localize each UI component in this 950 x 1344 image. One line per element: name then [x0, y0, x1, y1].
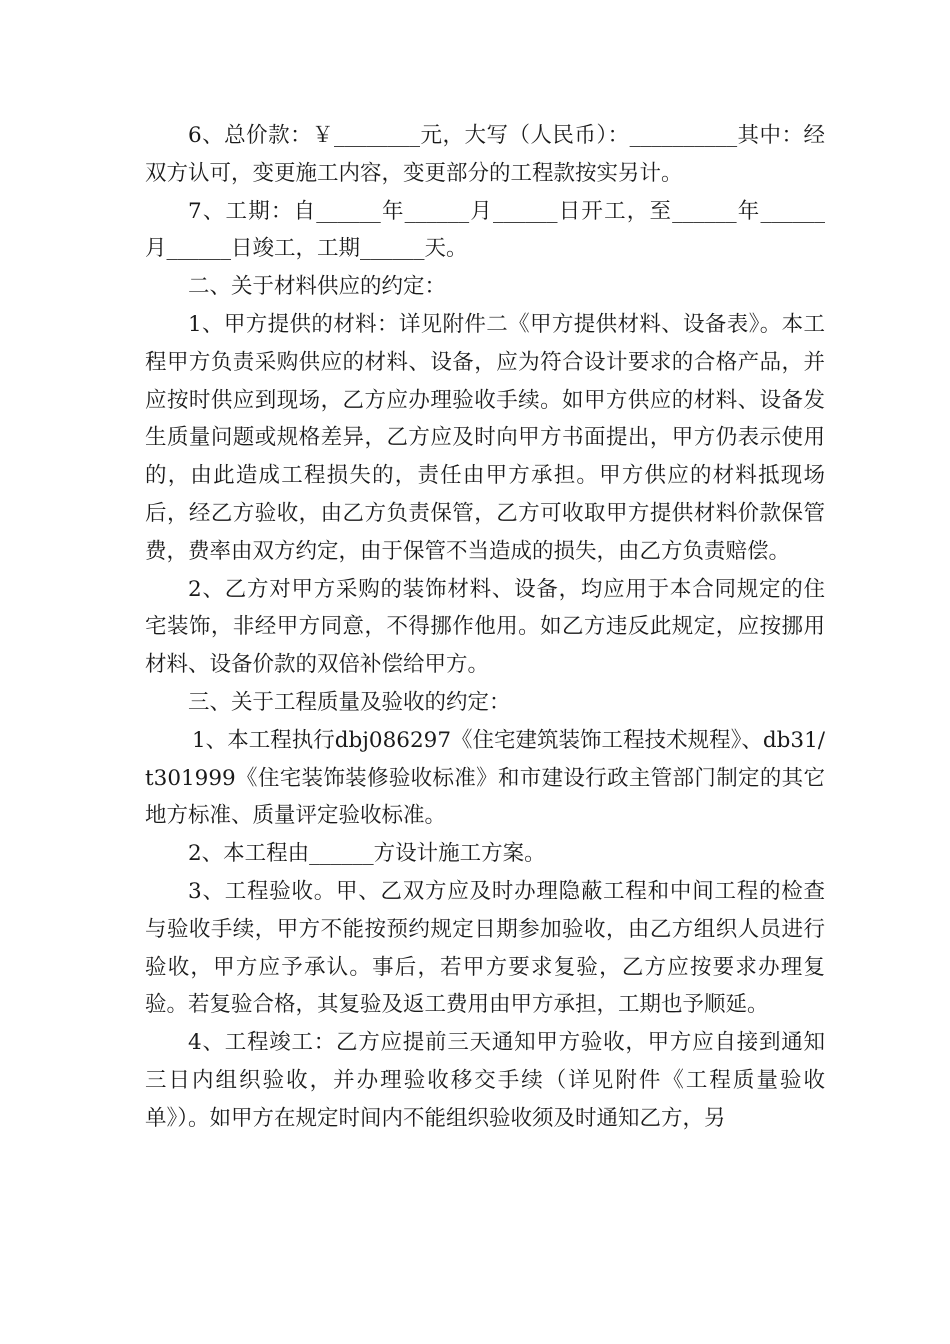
section-heading-materials: 二、关于材料供应的约定： — [188, 274, 447, 300]
clause-party-a-materials: 1、甲方提供的材料：详见附件二《甲方提供材料、设备表》。本工程甲方负责采购供应的材料、设备，应为符合设计要求的合格产品，并应按时供应到现场，乙方应办理验收手续。如甲方供应的材料、设备发生质量问题或规格差异，乙方应及时向甲方书面提出，甲方仍表示使用的，由此造成工程损失的，责任由甲方承担。甲方供应的材料抵现场后，经乙方验收，由乙方负责保管，乙方可收取甲方提供材料价款保管费，费率由双方约定，由于保管不当造成的损失，由乙方负责赔偿。 — [145, 311, 825, 564]
clause-completion: 4、工程竣工：乙方应提前三天通知甲方验收，甲方应自接到通知三日内组织验收，并办理验收移交手续（详见附件《工程质量验收单》）。如甲方在规定时间内不能组织验收须及时通知乙方，另 — [145, 1030, 825, 1131]
clause-duration: 7、工期：自______年______月______日开工，至______年______月______日竣工，工期______天。 — [145, 198, 825, 262]
clause-standards: 1、本工程执行dbj086297《住宅建筑装饰工程技术规程》、db31/t301999《住宅装饰装修验收标准》和市建设行政主管部门制定的其它地方标准、质量评定验收标准。 — [145, 727, 825, 829]
section-heading-quality: 三、关于工程质量及验收的约定： — [188, 689, 511, 715]
clause-inspection: 3、工程验收。甲、乙双方应及时办理隐蔽工程和中间工程的检查与验收手续，甲方不能按预约规定日期参加验收，由乙方组织人员进行验收，甲方应予承认。事后，若甲方要求复验，乙方应按要求办理复验。若复验合格，其复验及返工费用由甲方承担，工期也予顺延。 — [145, 878, 825, 1018]
document-page — [145, 117, 825, 1138]
clause-material-usage: 2、乙方对甲方采购的装饰材料、设备，均应用于本合同规定的住宅装饰，非经甲方同意，不得挪作他用。如乙方违反此规定，应按挪用材料、设备价款的双倍补偿给甲方。 — [145, 576, 825, 678]
clause-total-price: 6、总价款：￥________元，大写（人民币）：__________其中：经双方认可，变更施工内容，变更部分的工程款按实另计。 — [145, 123, 825, 186]
clause-design: 2、本工程由______方设计施工方案。 — [188, 841, 546, 867]
